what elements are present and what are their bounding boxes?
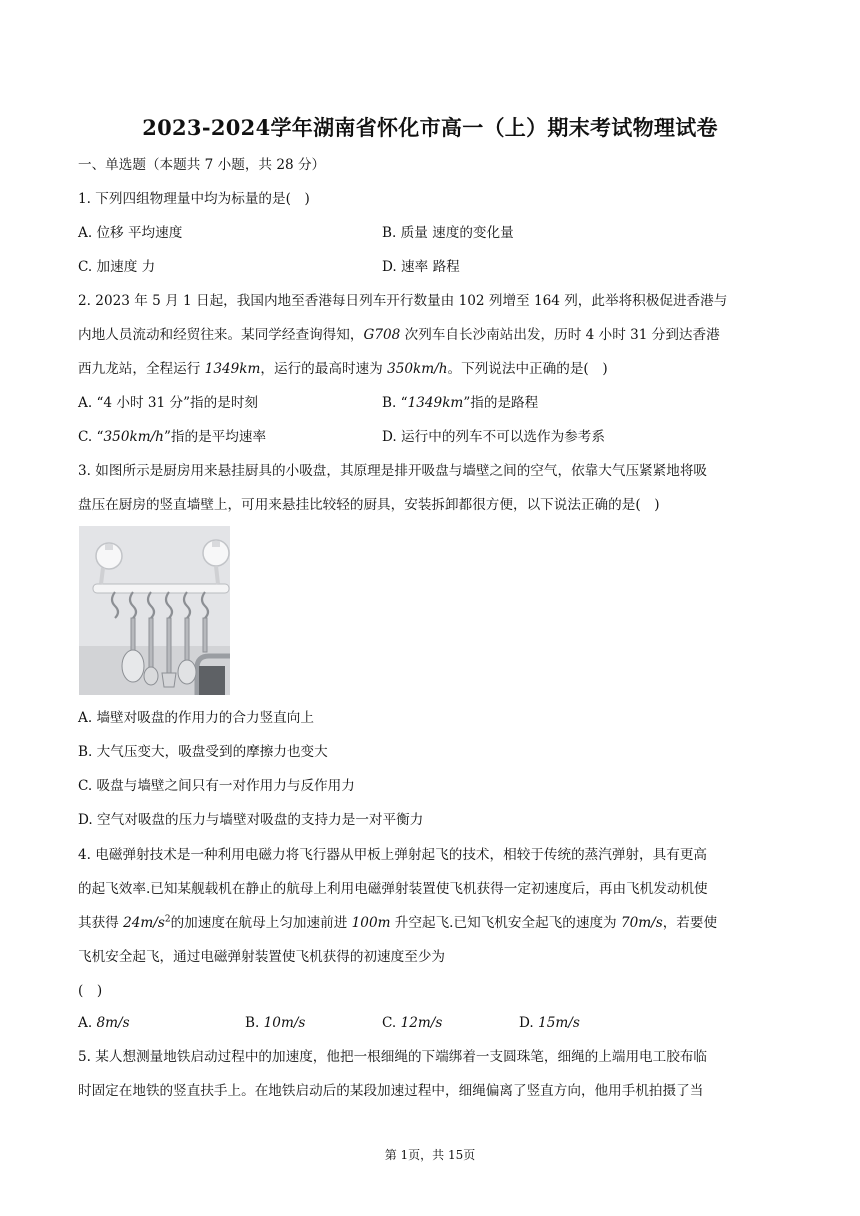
- page-footer: 第 1页，共 15页: [384, 1148, 476, 1162]
- suction-cup-hook-photo: [79, 526, 230, 695]
- q2-option-b: B. “1349km”指的是路程: [382, 395, 539, 411]
- q2-option-a: A. “4 小时 31 分”指的是时刻: [78, 395, 259, 411]
- q1-option-b: B. 质量 速度的变化量: [382, 225, 514, 241]
- q1-option-c: C. 加速度 力: [78, 259, 156, 275]
- q4-stem-line-4: 飞机安全起飞，通过电磁弹射装置使飞机获得的初速度至少为: [78, 949, 446, 965]
- q2-stem-line-1: 2. 2023 年 5 月 1 日起，我国内地至香港每日列车开行数量由 102 列增至 164 列，此举将积极促进香港与: [78, 293, 728, 309]
- q5-stem-line-2: 时固定在地铁的竖直扶手上。在地铁启动后的某段加速过程中，细绳偏离了竖直方向，他用手机拍摄了当: [78, 1083, 704, 1099]
- q4-option-d: D. 15m/s: [519, 1015, 580, 1031]
- q2-stem-line-3: 西九龙站，全程运行 1349km，运行的最高时速为 350km/h。下列说法中正确的是( ): [78, 361, 608, 377]
- q4-option-b: B. 10m/s: [245, 1015, 306, 1031]
- q3-option-a: A. 墙壁对吸盘的作用力的合力竖直向上: [78, 710, 314, 726]
- section-heading: 一、单选题（本题共 7 小题，共 28 分）: [78, 157, 326, 173]
- q4-option-c: C. 12m/s: [382, 1015, 443, 1031]
- q2-stem-line-2: 内地人员流动和经贸往来。某同学经查询得知，G708 次列车自长沙南站出发，历时 4 小时 31 分到达香港: [78, 327, 720, 343]
- q2-option-d: D. 运行中的列车不可以选作为参考系: [382, 429, 605, 445]
- q3-stem-line-1: 3. 如图所示是厨房用来悬挂厨具的小吸盘，其原理是排开吸盘与墙壁之间的空气，依靠大气压紧紧地将吸: [78, 463, 708, 479]
- q2-option-c: C. “350km/h”指的是平均速率: [78, 429, 267, 445]
- q4-option-a: A. 8m/s: [78, 1015, 130, 1031]
- q3-option-b: B. 大气压变大，吸盘受到的摩擦力也变大: [78, 744, 328, 760]
- q4-stem-line-1: 4. 电磁弹射技术是一种利用电磁力将飞行器从甲板上弹射起飞的技术，相较于传统的蒸汽弹射，具有更高: [78, 847, 708, 863]
- q3-option-d: D. 空气对吸盘的压力与墙壁对吸盘的支持力是一对平衡力: [78, 812, 424, 828]
- suction-cup-hook-illustration: [79, 526, 230, 695]
- q1-option-a: A. 位移 平均速度: [78, 225, 183, 241]
- q4-stem-line-2: 的起飞效率.已知某舰载机在静止的航母上利用电磁弹射装置使飞机获得一定初速度后，再由飞机发动机使: [78, 881, 708, 897]
- q1-option-d: D. 速率 路程: [382, 259, 460, 275]
- q4-stem-line-3: 其获得 $24m/s^2$的加速度在航母上匀加速前进 100m 升空起飞.已知飞机安全起飞的速度为 70m/s，若要使: [78, 914, 718, 931]
- q3-stem-line-2: 盘压在厨房的竖直墙壁上，可用来悬挂比较轻的厨具，安装拆卸都很方便，以下说法正确的是( ): [78, 497, 660, 513]
- q3-option-c: C. 吸盘与墙壁之间只有一对作用力与反作用力: [78, 778, 355, 794]
- q4-answer-paren: ( ): [78, 983, 103, 999]
- q5-stem-line-1: 5. 某人想测量地铁启动过程中的加速度，他把一根细绳的下端绑着一支圆珠笔，细绳的上端用电工胶布临: [78, 1049, 708, 1065]
- exam-title: 2023-2024学年湖南省怀化市高一（上）期末考试物理试卷: [142, 115, 718, 140]
- q1-stem: 1. 下列四组物理量中均为标量的是( ): [78, 191, 310, 207]
